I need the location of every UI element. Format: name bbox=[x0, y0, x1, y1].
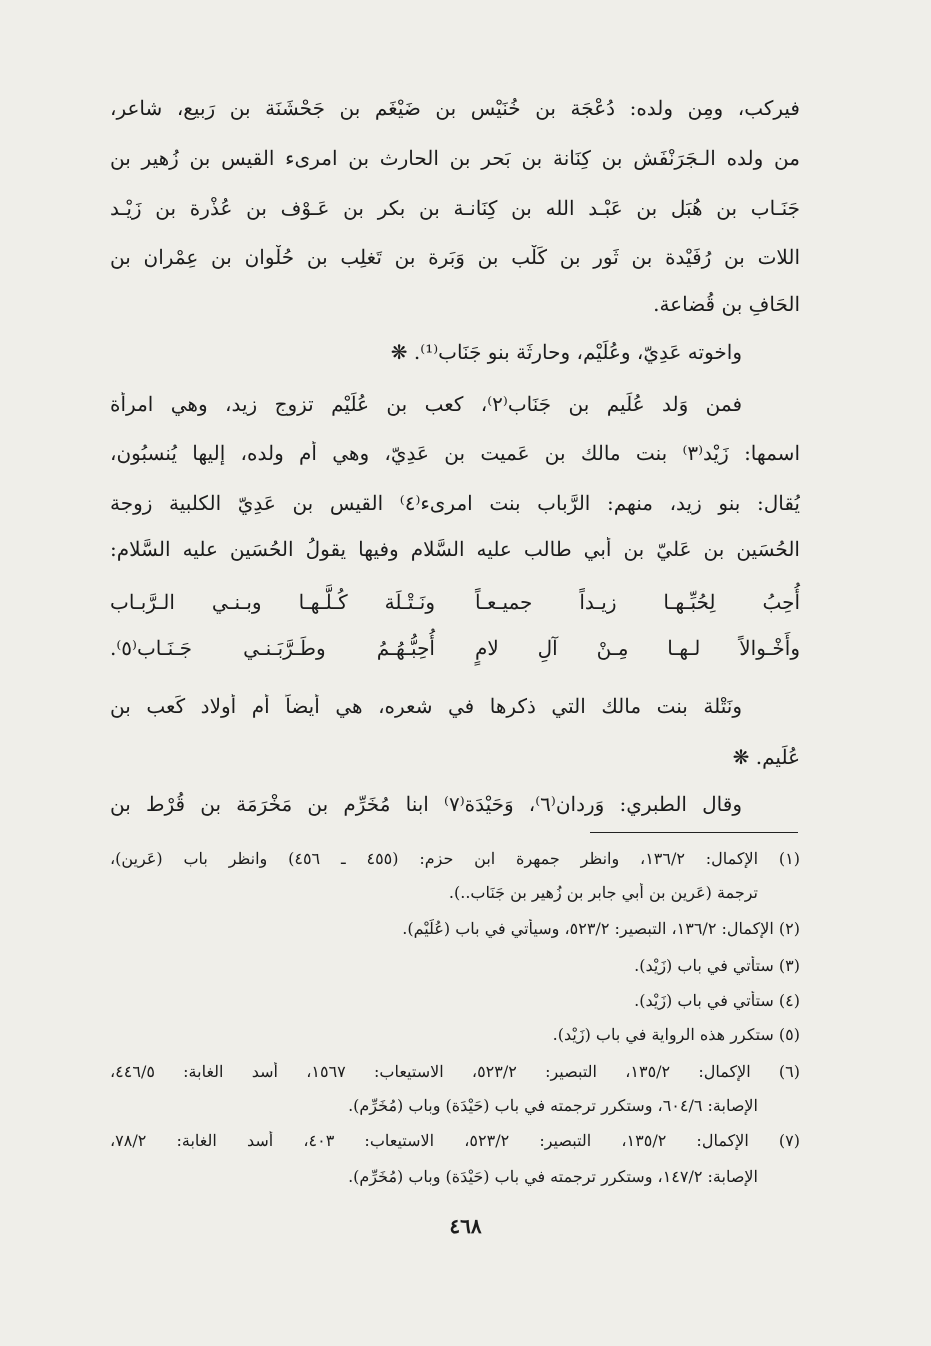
verse-hemistich-right: وأَخْـوالاً لـهـا مِـنْ آلِ لامٍ bbox=[475, 636, 800, 660]
footnote-line: ترجمة (عَرِين بن أبي جابر بن زُهير بن جَنَاب..). bbox=[448, 883, 758, 902]
text-line: اللات بن رُفَيْدة بن ثَور بن كَلْب بن وَبَرة بن تَغلِب بن حُلْوان بن عِمْران بن bbox=[110, 245, 800, 269]
footnote-divider bbox=[590, 832, 798, 833]
text-line: فمن وَلد عُلَيم بن جَنَاب⁽٢⁾، كعب بن عُلَيْم تزوج زيد، وهي امرأة bbox=[110, 392, 743, 416]
verse-line bbox=[110, 636, 800, 666]
text-line: اسمها: زَيْد⁽٣⁾ بنت مالك بن عَميت بن عَدِيّ، وهي أم ولده، إليها يُنسبُون، bbox=[110, 441, 800, 465]
text-line: وقال الطبري: وَردان⁽٦⁾، وَحَيْدَة⁽٧⁾ ابنا مُخَرِّم بن مَخْرَمَة بن قُرْط بن bbox=[110, 792, 742, 816]
footnote-line: (٣) ستأتي في باب (زَيْد). bbox=[634, 956, 800, 975]
text-line: الحُسَين بن عَليّ بن أبي طالب عليه السَّلام وفيها يقولُ الحُسَين عليه السَّلام: bbox=[110, 537, 800, 561]
text-line: من ولده الـجَرَنْفَش بن كِنَانة بن بَحر بن الحارث بن امرىء القيس بن زُهير بن bbox=[110, 146, 800, 170]
footnote-line: الإصابة: ٦٠٤/٦، وستكرر ترجمته في باب (حَيْدَة) وباب (مُخَرِّم). bbox=[348, 1096, 758, 1115]
footnote-line: (٧) الإكمال: ١٣٥/٢، التبصير: ٥٢٣/٢، الاستيعاب: ٤٠٣، أسد الغابة: ٧٨/٢، bbox=[110, 1131, 800, 1150]
text-line: يُقال: بنو زيد، منهم: الرَّباب بنت امرىء⁽٤⁾ القيس بن عَدِيّ الكلبية زوجة bbox=[110, 491, 800, 515]
footnote-line: الإصابة: ١٤٧/٢، وستكرر ترجمته في باب (حَيْدَة) وباب (مُخَرِّم). bbox=[348, 1167, 758, 1186]
verse-hemistich-left: ونَـتْـلَة كُـلَّـهـا وبـنـي الـرَّبـاب bbox=[110, 590, 435, 614]
footnote-line: (٥) ستكرر هذه الرواية في باب (زَيْد). bbox=[552, 1025, 800, 1044]
page-number: ٤٦٨ bbox=[449, 1214, 482, 1238]
verse-hemistich-left: أُحِبُّـهُـمُ وطَـرَّبَـنـي جَـنَـاب⁽٥⁾. bbox=[110, 636, 435, 660]
text-line: الحَافِ بن قُضاعة. bbox=[653, 292, 800, 316]
text-line: ونَتْلة بنت مالك التي ذكرها في شعره، هي أيضاً أم أولاد كَعب بن bbox=[110, 694, 742, 718]
footnote-line: (٢) الإكمال: ١٣٦/٢، التبصير: ٥٢٣/٢، وسيأتي في باب (عُلَيْم). bbox=[402, 919, 800, 938]
text-line: واخوته عَدِيّ، وعُلَيْم، وحارثَة بنو جَنَاب⁽¹⁾. ❋ bbox=[390, 340, 742, 364]
text-line: عُلَيم. ❋ bbox=[732, 745, 800, 769]
text-line: فيركب، ومِن ولده: دُعْجَة بن خُنَيْس بن ضَيْغَم بن جَحْشَنَة بن رَبيع، شاعر، bbox=[110, 96, 800, 120]
footnote-line: (١) الإكمال: ١٣٦/٢، وانظر جمهرة ابن حزم: (٤٥٥ ـ ٤٥٦) وانظر باب (عَرين)، bbox=[110, 849, 800, 868]
text-line: جَنَـاب بن هُبَل بن عَبْـد الله بن كِنَانـة بن بكر بن عَـوْف بن عُذْرة بن زَيْـد bbox=[110, 196, 800, 220]
footnote-line: (٤) ستأتي في باب (زَيْد). bbox=[634, 991, 800, 1010]
verse-line bbox=[110, 590, 800, 620]
verse-hemistich-right: أُحِبُ لِحُبِّـهـا زيـداً جميـعـاً bbox=[475, 590, 800, 614]
footnote-line: (٦) الإكمال: ١٣٥/٢، التبصير: ٥٢٣/٢، الاستيعاب: ١٥٦٧، أسد الغابة: ٤٤٦/٥، bbox=[110, 1062, 800, 1081]
